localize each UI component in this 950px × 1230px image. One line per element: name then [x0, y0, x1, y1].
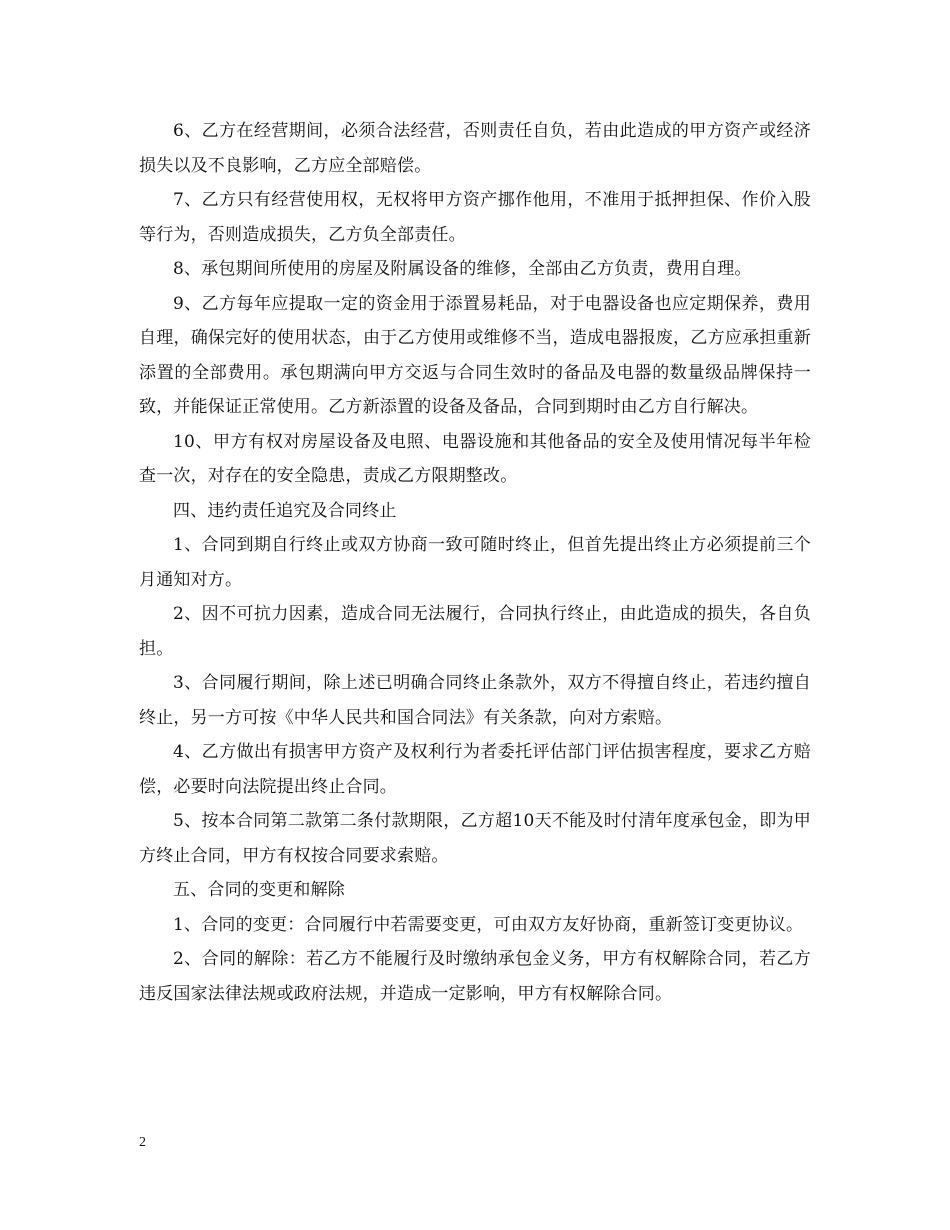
- section-4-clause-1: 1、合同到期自行终止或双方协商一致可随时终止，但首先提出终止方必须提前三个月通知对方。: [139, 535, 811, 590]
- section-4-clause-3: 3、合同履行期间，除上述已明确合同终止条款外，双方不得擅自终止，若违约擅自终止，另一方可按《中华人民共和国合同法》有关条款，向对方索赔。: [139, 673, 811, 728]
- section-4-heading: 四、违约责任追究及合同终止: [173, 500, 397, 521]
- section-5-heading: 五、合同的变更和解除: [173, 880, 345, 900]
- clause-8-paragraph: 8、承包期间所使用的房屋及附属设备的维修，全部由乙方负责，费用自理。: [173, 259, 752, 279]
- clause-10-paragraph: 10、甲方有权对房屋设备及电照、电器设施和其他备品的安全及使用情况每半年检查一次，对存在的安全隐患，责成乙方限期整改。: [139, 431, 811, 486]
- section-4-clause-2: 2、因不可抗力因素，造成合同无法履行，合同执行终止，由此造成的损失，各自负担。: [139, 604, 811, 659]
- page-number: 2: [139, 1135, 146, 1150]
- clause-6-paragraph: 6、乙方在经营期间，必须合法经营，否则责任自负，若由此造成的甲方资产或经济损失以及不良影响，乙方应全部赔偿。: [139, 121, 811, 176]
- section-5-clause-1: 1、合同的变更：合同履行中若需要变更，可由双方友好协商，重新签订变更协议。: [173, 914, 804, 935]
- clause-7-paragraph: 7、乙方只有经营使用权，无权将甲方资产挪作他用，不准用于抵押担保、作价入股等行为，否则造成损失，乙方负全部责任。: [139, 190, 811, 245]
- section-4-clause-4: 4、乙方做出有损害甲方资产及权利行为者委托评估部门评估损害程度，要求乙方赔偿，必要时向法院提出终止合同。: [139, 742, 811, 797]
- clause-9-paragraph: 9、乙方每年应提取一定的资金用于添置易耗品，对于电器设备也应定期保养，费用自理，确保完好的使用状态，由于乙方使用或维修不当，造成电器报废，乙方应承担重新添置的全部费用。承包期满向甲方交返与合同生效时的备品及电器的数量级品牌保持一致，并能保证正常使用。乙方新添置的设备及备品，合同到期时由乙方自行解决。: [139, 293, 811, 417]
- section-4-clause-5: 5、按本合同第二款第二条付款期限，乙方超10天不能及时付清年度承包金，即为甲方终止合同，甲方有权按合同要求索赔。: [139, 811, 811, 866]
- section-5-clause-2: 2、合同的解除：若乙方不能履行及时缴纳承包金义务，甲方有权解除合同，若乙方违反国家法律法规或政府法规，并造成一定影响，甲方有权解除合同。: [139, 949, 811, 1004]
- document-body: [139, 114, 811, 1011]
